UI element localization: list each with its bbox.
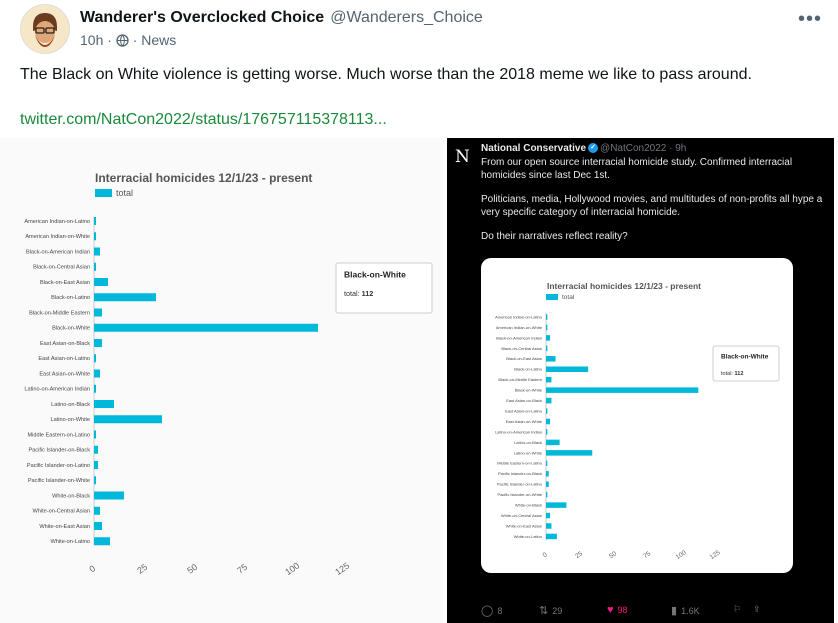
bar bbox=[94, 385, 96, 393]
bar bbox=[94, 263, 96, 271]
more-options-icon[interactable]: ••• bbox=[798, 8, 823, 30]
bar bbox=[546, 377, 551, 383]
x-tick-label: 0 bbox=[541, 551, 549, 560]
bar bbox=[94, 507, 100, 515]
views-count: 1.6K bbox=[681, 606, 700, 616]
embed-text bbox=[481, 156, 826, 254]
meta-separator: · bbox=[107, 32, 112, 48]
category-label: East Asian-on-White bbox=[39, 371, 90, 378]
bar bbox=[94, 293, 156, 301]
reply-button[interactable] bbox=[481, 604, 502, 617]
embed-author-name: National Conservative bbox=[481, 143, 587, 154]
bar bbox=[94, 354, 96, 362]
bar bbox=[546, 335, 550, 341]
category-label: White-on-Central Asian bbox=[32, 508, 90, 515]
bar bbox=[94, 248, 100, 256]
bar bbox=[94, 537, 110, 545]
embed-handle: @NatCon2022 · 9h bbox=[600, 143, 687, 154]
embed-paragraph: Politicians, media, Hollywood movies, and multitudes of non-profits all hype a very specific category of interracial homicide. bbox=[481, 194, 823, 218]
bar bbox=[94, 492, 124, 500]
embed-chart-card bbox=[481, 258, 793, 573]
legend-swatch bbox=[95, 189, 112, 197]
embed-paragraph: From our open source interracial homicide study. Confirmed interracial homicides since last Dec 1st. bbox=[481, 157, 793, 181]
category-label: White-on-Latino bbox=[513, 533, 542, 539]
bar bbox=[546, 346, 547, 352]
category-label: East Asian-on-Latino bbox=[38, 356, 90, 363]
embed-author bbox=[481, 143, 686, 154]
bar bbox=[94, 370, 100, 378]
category-label: East Asian-on-White bbox=[505, 418, 542, 424]
category-label: East Asian-on-Black bbox=[506, 398, 542, 403]
bar bbox=[546, 492, 547, 498]
tooltip-title: Black-on-White bbox=[721, 353, 769, 361]
tooltip-number: 112 bbox=[734, 371, 744, 377]
x-tick-label: 125 bbox=[333, 560, 352, 578]
bar bbox=[546, 367, 588, 373]
post-author[interactable] bbox=[80, 9, 483, 27]
x-tick-label: 125 bbox=[708, 549, 722, 562]
x-tick-label: 50 bbox=[608, 550, 619, 561]
bar bbox=[546, 450, 592, 456]
category-label: Black-on-Latino bbox=[514, 366, 542, 372]
category-label: Latino-on-White bbox=[50, 417, 90, 424]
category-label: Black-on-Central Asian bbox=[501, 345, 542, 351]
repost-count: 29 bbox=[552, 606, 563, 616]
bar bbox=[94, 339, 102, 347]
natcon-logo: N bbox=[455, 147, 470, 167]
category-label: Black-on-White bbox=[52, 325, 90, 332]
category-label: Pacific Islander-on-White bbox=[27, 478, 90, 485]
category-label: Pacific Islander-on-Latino bbox=[496, 481, 542, 487]
embedded-tweet-image[interactable] bbox=[447, 138, 834, 623]
bar bbox=[94, 232, 96, 240]
x-tick-label: 75 bbox=[235, 561, 250, 576]
tooltip-key: total: bbox=[721, 371, 735, 377]
bar bbox=[546, 356, 556, 362]
author-name[interactable]: Wanderer's Overclocked Choice bbox=[80, 9, 325, 26]
reply-count: 8 bbox=[497, 606, 503, 616]
x-tick-label: 75 bbox=[642, 550, 653, 561]
bar bbox=[94, 309, 102, 317]
reply-icon: ◯ bbox=[481, 605, 494, 617]
tooltip-value bbox=[721, 371, 743, 377]
embed-paragraph: Do their narratives reflect reality? bbox=[481, 231, 628, 242]
legend-label: total bbox=[116, 188, 134, 198]
post-text: The Black on White violence is getting worse. Much worse than the 2018 meme we like to pass around. bbox=[20, 66, 752, 83]
views-button[interactable] bbox=[671, 604, 700, 617]
x-tick-label: 0 bbox=[87, 563, 98, 575]
category-label: White-on-Black bbox=[52, 493, 90, 500]
bar bbox=[546, 523, 551, 529]
category-label: Black-on-East Asian bbox=[39, 279, 90, 286]
views-icon: ▮ bbox=[671, 605, 678, 617]
category-label: Latino-on-American Indian bbox=[495, 429, 542, 435]
bar bbox=[546, 471, 549, 477]
category-label: American Indian-on-Latino bbox=[495, 314, 542, 320]
x-tick-label: 100 bbox=[283, 560, 302, 578]
share-icon[interactable]: ⇪ bbox=[753, 604, 761, 614]
bar bbox=[546, 419, 550, 425]
category-label: Latino-on-Black bbox=[51, 401, 90, 408]
bar bbox=[94, 324, 318, 332]
bar bbox=[94, 278, 108, 286]
category-label: Black-on-Middle Eastern bbox=[29, 310, 90, 317]
tooltip-key: total: bbox=[344, 289, 362, 298]
bar bbox=[94, 522, 102, 530]
tooltip-number: 112 bbox=[361, 289, 374, 298]
category-label: East Asian-on-Latino bbox=[505, 408, 542, 414]
bar bbox=[546, 534, 557, 540]
category-label: Pacific Islander-on-Black bbox=[497, 471, 542, 477]
category-label: Latino-on-Black bbox=[514, 439, 542, 445]
meta-separator: · bbox=[132, 32, 138, 48]
category-label: Black-on-Latino bbox=[51, 295, 90, 302]
repost-icon: ⇅ bbox=[539, 605, 549, 617]
category-label: Pacific Islander-on-Latino bbox=[26, 462, 90, 469]
chart-title: Interracial homicides 12/1/23 - present bbox=[547, 281, 702, 291]
author-handle[interactable]: @Wanderers_Choice bbox=[330, 9, 483, 26]
category-label: Black-on-Central Asian bbox=[33, 264, 90, 271]
post-source[interactable]: News bbox=[141, 32, 177, 48]
category-label: American Indian-on-Latino bbox=[24, 218, 90, 225]
bar bbox=[94, 461, 98, 469]
category-label: Middle Eastern-on-Latino bbox=[497, 460, 542, 466]
repost-button[interactable] bbox=[539, 604, 562, 617]
bar bbox=[546, 398, 551, 404]
x-tick-label: 25 bbox=[574, 550, 585, 561]
heart-icon: ♥ bbox=[607, 604, 614, 616]
like-count: 98 bbox=[617, 605, 628, 615]
x-tick-label: 100 bbox=[674, 549, 688, 562]
like-button[interactable] bbox=[607, 604, 628, 616]
bar bbox=[546, 461, 547, 467]
x-tick-label: 25 bbox=[135, 561, 150, 576]
tooltip-title: Black-on-White bbox=[344, 269, 406, 280]
bar bbox=[94, 446, 98, 454]
chart-title: Interracial homicides 12/1/23 - present bbox=[95, 171, 313, 185]
x-tick-label: 50 bbox=[185, 561, 200, 576]
bar bbox=[94, 476, 96, 484]
category-label: Black-on-American Indian bbox=[25, 249, 90, 256]
bar bbox=[546, 387, 698, 393]
bar bbox=[546, 513, 550, 519]
bar bbox=[94, 217, 96, 225]
bar bbox=[94, 415, 162, 423]
bar bbox=[546, 325, 547, 331]
post-link[interactable]: twitter.com/NatCon2022/status/176757115378113... bbox=[20, 111, 387, 128]
category-label: Latino-on-White bbox=[513, 450, 542, 456]
category-label: East Asian-on-Black bbox=[39, 340, 90, 347]
verified-badge-icon: ✓ bbox=[588, 143, 598, 153]
post-meta bbox=[80, 32, 176, 50]
avatar[interactable] bbox=[20, 4, 70, 54]
chart-left bbox=[0, 138, 444, 623]
tooltip-value bbox=[344, 289, 373, 298]
chart-image-left[interactable] bbox=[0, 138, 444, 623]
bar bbox=[546, 481, 549, 487]
category-label: American Indian-on-White bbox=[25, 234, 90, 241]
embed-actions bbox=[481, 604, 826, 620]
globe-icon bbox=[116, 34, 129, 50]
legend-swatch bbox=[546, 294, 558, 300]
category-label: Middle Eastern-on-Latino bbox=[27, 432, 90, 439]
bar bbox=[94, 431, 96, 439]
bar bbox=[94, 400, 114, 408]
bar bbox=[546, 314, 547, 320]
category-label: Black-on-American Indian bbox=[496, 335, 542, 341]
bar bbox=[546, 408, 547, 414]
category-label: White-on-Latino bbox=[50, 539, 90, 546]
bar bbox=[546, 440, 560, 446]
bookmark-icon[interactable]: ⚐ bbox=[733, 604, 742, 614]
legend-label: total bbox=[562, 294, 575, 301]
category-label: Pacific Islander-on-Black bbox=[28, 447, 90, 454]
category-label: White-on-East Asian bbox=[505, 523, 542, 529]
avatar-illustration bbox=[21, 5, 69, 53]
category-label: White-on-Black bbox=[514, 502, 542, 508]
category-label: Black-on-Middle Eastern bbox=[498, 377, 542, 383]
category-label: Black-on-White bbox=[514, 387, 542, 393]
category-label: Pacific Islander-on-White bbox=[497, 492, 542, 498]
category-label: American Indian-on-White bbox=[495, 324, 542, 330]
category-label: Latino-on-American Indian bbox=[24, 386, 90, 393]
category-label: White-on-Central Asian bbox=[500, 512, 542, 518]
chart-right bbox=[481, 258, 793, 573]
bar bbox=[546, 429, 547, 435]
post-time[interactable]: 10h bbox=[80, 32, 104, 48]
category-label: Black-on-East Asian bbox=[506, 356, 542, 362]
category-label: White-on-East Asian bbox=[39, 523, 90, 530]
bar bbox=[546, 502, 566, 508]
